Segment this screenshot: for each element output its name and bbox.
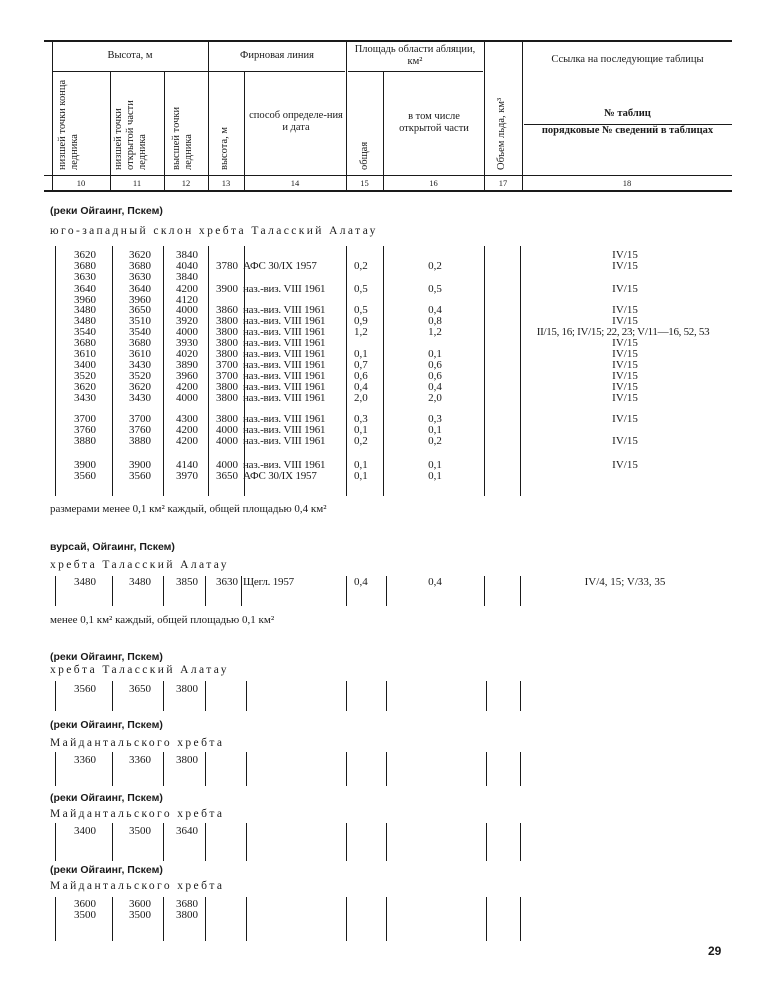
table-cell-c13: 3650	[216, 470, 238, 482]
table-cell-c13: 4000	[216, 424, 238, 436]
table-cell-c12: 3850	[176, 576, 198, 588]
vline	[112, 823, 113, 861]
table-cell-c16: 0,4	[428, 381, 442, 393]
vline	[112, 246, 113, 496]
table-cell-c10: 3480	[74, 576, 96, 588]
vline	[110, 72, 111, 190]
table-cell-c10: 3880	[74, 435, 96, 447]
table-cell-c11: 3510	[129, 315, 151, 327]
table-cell-c12: 4120	[176, 294, 198, 306]
table-cell-c14: наз.-виз. VIII 1961	[243, 283, 326, 295]
height-firn-subrule	[52, 71, 345, 72]
table-cell-c10: 3560	[74, 470, 96, 482]
header-item-no: порядковые № сведений в таблицах	[541, 125, 714, 136]
table-cell-c18: IV/15	[612, 392, 638, 404]
table-cell-c12: 4040	[176, 260, 198, 272]
header-method: способ определе-ния и дата	[249, 110, 343, 133]
vline	[386, 752, 387, 786]
table-cell-c10: 3700	[74, 413, 96, 425]
table-cell-c18: IV/15	[612, 359, 638, 371]
table-cell-c10: 3600	[74, 898, 96, 910]
table-cell-c11: 3610	[129, 348, 151, 360]
vline	[246, 823, 247, 861]
table-cell-c13: 3800	[216, 413, 238, 425]
vline	[520, 897, 521, 941]
vline	[205, 823, 206, 861]
table-cell-c12: 4300	[176, 413, 198, 425]
vline	[164, 72, 165, 190]
table-cell-c11: 3700	[129, 413, 151, 425]
header-col15: общая	[359, 141, 370, 170]
col-number: 16	[429, 178, 438, 188]
table-cell-c11: 3500	[129, 909, 151, 921]
table-cell-c16: 0,1	[428, 459, 442, 471]
vline	[486, 681, 487, 711]
table-cell-c18: II/15, 16; IV/15; 22, 23; V/11—16, 52, 53	[536, 326, 710, 338]
section-title: (реки Ойгаинг, Пскем)	[50, 864, 163, 876]
table-cell-c18: IV/15	[612, 413, 638, 425]
table-cell-c16: 2,0	[428, 392, 442, 404]
table-cell-c15: 0,2	[354, 435, 368, 447]
table-cell-c11: 3880	[129, 435, 151, 447]
section-subtitle: Майдантальского хребта	[50, 808, 225, 820]
col-number: 12	[181, 178, 191, 188]
vline	[244, 72, 245, 190]
table-cell-c13: 3700	[216, 370, 238, 382]
table-cell-c13: 3780	[216, 260, 238, 272]
section-title: (реки Ойгаинг, Пскем)	[50, 792, 163, 804]
table-cell-c18: IV/15	[612, 249, 638, 261]
vline	[520, 752, 521, 786]
section-subtitle: хребта Таласский Алатау	[50, 664, 229, 676]
table-cell-c13: 3800	[216, 315, 238, 327]
vline	[55, 823, 56, 861]
table-cell-c12: 3800	[176, 754, 198, 766]
table-cell-c11: 3520	[129, 370, 151, 382]
table-cell-c11: 3650	[129, 304, 151, 316]
table-cell-c11: 3630	[129, 271, 151, 283]
table-cell-c12: 4200	[176, 283, 198, 295]
table-cell-c14: наз.-виз. VIII 1961	[243, 370, 326, 382]
table-cell-c14: Щегл. 1957	[243, 576, 294, 588]
table-cell-c12: 4020	[176, 348, 198, 360]
table-cell-c18: IV/15	[612, 315, 638, 327]
vline	[205, 752, 206, 786]
section-title: (реки Ойгаинг, Пскем)	[50, 651, 163, 663]
table-cell-c15: 0,1	[354, 348, 368, 360]
table-cell-c15: 0,1	[354, 470, 368, 482]
table-cell-c13: 3630	[216, 576, 238, 588]
table-cell-c12: 4200	[176, 424, 198, 436]
table-cell-c11: 3680	[129, 260, 151, 272]
section-note: менее 0,1 км² каждый, общей площадью 0,1 км²	[50, 614, 275, 626]
table-cell-c12: 3920	[176, 315, 198, 327]
table-cell-c16: 0,6	[428, 359, 442, 371]
vline	[520, 576, 521, 606]
table-cell-c10: 3960	[74, 294, 96, 306]
vline	[346, 681, 347, 711]
table-cell-c11: 3900	[129, 459, 151, 471]
table-cell-c18: IV/15	[612, 337, 638, 349]
table-cell-c16: 0,3	[428, 413, 442, 425]
table-cell-c14: АФС 30/IX 1957	[243, 260, 317, 272]
table-cell-c16: 0,6	[428, 370, 442, 382]
table-cell-c14: наз.-виз. VIII 1961	[243, 348, 326, 360]
table-cell-c15: 2,0	[354, 392, 368, 404]
section-subtitle: Майдантальского хребта	[50, 880, 225, 892]
table-cell-c14: наз.-виз. VIII 1961	[243, 359, 326, 371]
col-number: 18	[622, 178, 632, 188]
vline	[163, 897, 164, 941]
table-cell-c11: 3360	[129, 754, 151, 766]
vline	[484, 40, 485, 190]
table-cell-c11: 3650	[129, 683, 151, 695]
vline	[163, 681, 164, 711]
vline	[346, 246, 347, 496]
table-cell-c16: 0,8	[428, 315, 442, 327]
table-cell-c11: 3680	[129, 337, 151, 349]
section-title: (реки Ойгаинг, Пскем)	[50, 719, 163, 731]
table-cell-c10: 3620	[74, 381, 96, 393]
header-table-no: № таблиц	[604, 108, 651, 119]
table-cell-c15: 0,1	[354, 424, 368, 436]
section-note: размерами менее 0,1 км² каждый, общей площадью 0,4 км²	[50, 503, 327, 515]
table-cell-c10: 3680	[74, 337, 96, 349]
table-cell-c16: 0,2	[428, 435, 442, 447]
section-subtitle: юго-западный склон хребта Таласский Алатау	[50, 225, 378, 237]
table-cell-c13: 4000	[216, 435, 238, 447]
vline	[112, 576, 113, 606]
vline	[52, 40, 53, 190]
table-cell-c12: 4200	[176, 381, 198, 393]
vline	[112, 681, 113, 711]
table-cell-c18: IV/15	[612, 459, 638, 471]
vline	[55, 897, 56, 941]
header-top-rule	[44, 40, 732, 42]
table-cell-c18: IV/15	[612, 260, 638, 272]
table-cell-c16: 0,1	[428, 424, 442, 436]
vline	[484, 576, 485, 606]
table-cell-c10: 3560	[74, 683, 96, 695]
table-cell-c13: 3900	[216, 283, 238, 295]
col-number: 14	[290, 178, 300, 188]
table-cell-c12: 3800	[176, 683, 198, 695]
table-cell-c16: 0,4	[428, 576, 442, 588]
header-col17: Объем льда, км³	[496, 97, 507, 170]
table-cell-c14: наз.-виз. VIII 1961	[243, 304, 326, 316]
table-cell-c15: 1,2	[354, 326, 368, 338]
header-col13: высота, м	[219, 126, 230, 170]
table-cell-c13: 3800	[216, 326, 238, 338]
table-cell-c12: 4140	[176, 459, 198, 471]
table-cell-c15: 0,4	[354, 576, 368, 588]
header-number-rule	[44, 175, 732, 176]
vline	[112, 752, 113, 786]
table-cell-c14: наз.-виз. VIII 1961	[243, 424, 326, 436]
table-cell-c11: 3600	[129, 898, 151, 910]
table-cell-c14: наз.-виз. VIII 1961	[243, 315, 326, 327]
table-cell-c18: IV/15	[612, 304, 638, 316]
table-cell-c12: 3840	[176, 249, 198, 261]
table-cell-c10: 3640	[74, 283, 96, 295]
table-cell-c10: 3520	[74, 370, 96, 382]
col-number: 13	[221, 178, 231, 188]
table-cell-c12: 3890	[176, 359, 198, 371]
table-cell-c14: наз.-виз. VIII 1961	[243, 392, 326, 404]
vline	[205, 576, 206, 606]
header-height: Высота, м	[107, 50, 153, 61]
table-cell-c11: 3430	[129, 392, 151, 404]
header-refs: Ссылка на последующие таблицы	[551, 54, 704, 65]
table-cell-c14: наз.-виз. VIII 1961	[243, 326, 326, 338]
table-cell-c13: 3800	[216, 381, 238, 393]
table-cell-c12: 3640	[176, 825, 198, 837]
table-cell-c13: 3800	[216, 392, 238, 404]
table-cell-c10: 3760	[74, 424, 96, 436]
table-cell-c14: наз.-виз. VIII 1961	[243, 337, 326, 349]
table-cell-c14: наз.-виз. VIII 1961	[243, 413, 326, 425]
table-cell-c16: 0,1	[428, 348, 442, 360]
table-cell-c11: 3620	[129, 249, 151, 261]
vline	[246, 681, 247, 711]
col-number: 10	[76, 178, 86, 188]
vline	[520, 823, 521, 861]
table-cell-c11: 3500	[129, 825, 151, 837]
vline	[522, 40, 523, 190]
table-cell-c12: 4000	[176, 304, 198, 316]
table-cell-c12: 3800	[176, 909, 198, 921]
vline	[208, 40, 209, 190]
table-cell-c15: 0,1	[354, 459, 368, 471]
table-cell-c11: 3430	[129, 359, 151, 371]
vline	[346, 40, 347, 190]
table-cell-c16: 0,4	[428, 304, 442, 316]
table-cell-c15: 0,5	[354, 304, 368, 316]
vline	[386, 681, 387, 711]
vline	[163, 752, 164, 786]
table-cell-c10: 3500	[74, 909, 96, 921]
table-cell-c10: 3610	[74, 348, 96, 360]
vline	[386, 576, 387, 606]
vline	[55, 246, 56, 496]
header-area: Площадь области абляции, км²	[354, 44, 476, 67]
table-cell-c15: 0,9	[354, 315, 368, 327]
vline	[163, 576, 164, 606]
table-cell-c15: 0,4	[354, 381, 368, 393]
table-cell-c15: 0,2	[354, 260, 368, 272]
section-subtitle: Майдантальского хребта	[50, 737, 225, 749]
table-cell-c11: 3540	[129, 326, 151, 338]
header-firn: Фирновая линия	[240, 50, 314, 61]
vline	[486, 823, 487, 861]
col-number: 11	[132, 178, 142, 188]
table-cell-c15: 0,6	[354, 370, 368, 382]
table-cell-c12: 3680	[176, 898, 198, 910]
table-cell-c11: 3480	[129, 576, 151, 588]
table-cell-c14: АФС 30/IX 1957	[243, 470, 317, 482]
table-cell-c16: 1,2	[428, 326, 442, 338]
table-cell-c18: IV/15	[612, 381, 638, 393]
table-cell-c13: 3860	[216, 304, 238, 316]
vline	[55, 752, 56, 786]
table-cell-c11: 3640	[129, 283, 151, 295]
table-cell-c10: 3400	[74, 359, 96, 371]
table-cell-c15: 0,7	[354, 359, 368, 371]
area-subrule	[348, 71, 483, 72]
table-cell-c10: 3480	[74, 315, 96, 327]
vline	[246, 897, 247, 941]
vline	[383, 246, 384, 496]
table-cell-c10: 3360	[74, 754, 96, 766]
table-cell-c14: наз.-виз. VIII 1961	[243, 381, 326, 393]
table-cell-c12: 3840	[176, 271, 198, 283]
table-cell-c14: наз.-виз. VIII 1961	[243, 459, 326, 471]
vline	[246, 752, 247, 786]
table-cell-c16: 0,2	[428, 260, 442, 272]
table-cell-c10: 3900	[74, 459, 96, 471]
table-cell-c11: 3960	[129, 294, 151, 306]
header-col11: низшей точки открытой части ледника	[113, 100, 148, 170]
section-title: вурсай, Ойгаинг, Пскем)	[50, 541, 175, 553]
vline	[383, 72, 384, 190]
col-number: 17	[498, 178, 508, 188]
table-cell-c14: наз.-виз. VIII 1961	[243, 435, 326, 447]
vline	[520, 246, 521, 496]
table-cell-c13: 3700	[216, 359, 238, 371]
vline	[55, 576, 56, 606]
table-cell-c18: IV/4, 15; V/33, 35	[584, 576, 666, 588]
table-cell-c10: 3620	[74, 249, 96, 261]
table-cell-c16: 0,5	[428, 283, 442, 295]
header-col10: низшей точки конца ледника	[57, 79, 80, 170]
table-cell-c10: 3400	[74, 825, 96, 837]
table-cell-c10: 3480	[74, 304, 96, 316]
table-cell-c11: 3560	[129, 470, 151, 482]
section-subtitle: хребта Таласский Алатау	[50, 559, 229, 571]
table-cell-c10: 3540	[74, 326, 96, 338]
table-cell-c10: 3630	[74, 271, 96, 283]
vline	[386, 897, 387, 941]
vline	[112, 897, 113, 941]
vline	[163, 246, 164, 496]
section-title: (реки Ойгаинг, Пскем)	[50, 205, 163, 217]
page-number: 29	[708, 944, 722, 958]
header-col12: высшей точки ледника	[171, 106, 194, 170]
table-cell-c10: 3430	[74, 392, 96, 404]
table-cell-c15: 0,5	[354, 283, 368, 295]
vline	[520, 681, 521, 711]
vline	[346, 576, 347, 606]
vline	[486, 897, 487, 941]
vline	[205, 681, 206, 711]
vline	[208, 246, 209, 496]
vline	[386, 823, 387, 861]
table-cell-c18: IV/15	[612, 283, 638, 295]
header-bottom-rule	[44, 190, 732, 192]
table-cell-c13: 3800	[216, 337, 238, 349]
table-cell-c12: 4000	[176, 326, 198, 338]
table-cell-c11: 3760	[129, 424, 151, 436]
table-cell-c11: 3620	[129, 381, 151, 393]
vline	[346, 897, 347, 941]
table-cell-c18: IV/15	[612, 435, 638, 447]
table-cell-c12: 4200	[176, 435, 198, 447]
vline	[55, 681, 56, 711]
vline	[205, 897, 206, 941]
col-number: 15	[360, 178, 369, 188]
table-cell-c13: 3800	[216, 348, 238, 360]
vline	[163, 823, 164, 861]
vline	[486, 752, 487, 786]
table-cell-c18: IV/15	[612, 348, 638, 360]
table-cell-c12: 3930	[176, 337, 198, 349]
table-cell-c12: 4000	[176, 392, 198, 404]
table-cell-c12: 3970	[176, 470, 198, 482]
table-cell-c16: 0,1	[428, 470, 442, 482]
vline	[346, 752, 347, 786]
table-cell-c15: 0,3	[354, 413, 368, 425]
table-cell-c18: IV/15	[612, 370, 638, 382]
table-cell-c12: 3960	[176, 370, 198, 382]
header-open-part: в том числе открытой части	[399, 111, 469, 134]
table-cell-c13: 4000	[216, 459, 238, 471]
vline	[346, 823, 347, 861]
vline	[484, 246, 485, 496]
table-cell-c10: 3680	[74, 260, 96, 272]
